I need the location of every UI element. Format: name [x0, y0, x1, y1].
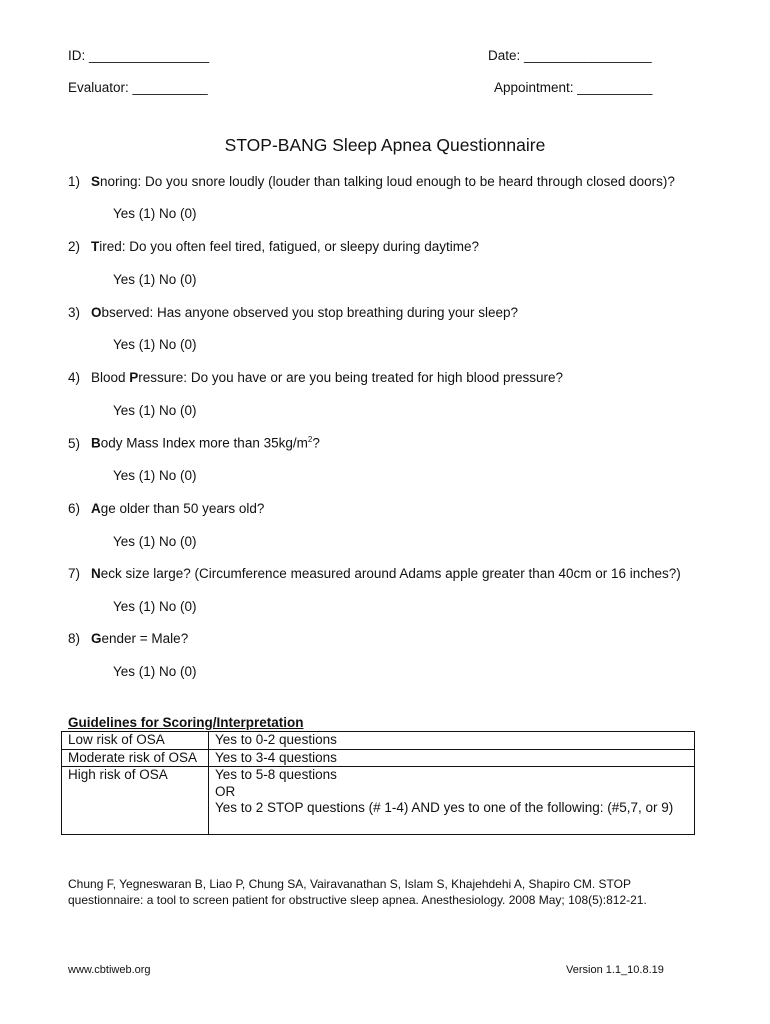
- table-row: [62, 732, 695, 750]
- question-8: [68, 631, 188, 646]
- question-2: [68, 239, 479, 254]
- risk-cell: High risk of OSA: [62, 767, 209, 835]
- question-text: ressure: Do you have or are you being treated for high blood pressure?: [138, 370, 564, 385]
- answer-5[interactable]: Yes (1) No (0): [113, 468, 197, 483]
- question-initial: G: [91, 631, 102, 646]
- criteria-cell: Yes to 0-2 questions: [209, 732, 695, 750]
- page-title: STOP-BANG Sleep Apnea Questionnaire: [224, 135, 546, 155]
- question-number: 6): [68, 501, 81, 516]
- question-initial: T: [91, 239, 100, 254]
- answer-3[interactable]: Yes (1) No (0): [113, 337, 197, 352]
- question-initial: B: [91, 435, 101, 451]
- question-number: 1): [68, 174, 81, 189]
- answer-1[interactable]: Yes (1) No (0): [113, 206, 197, 221]
- question-initial: A: [91, 501, 101, 516]
- question-number: 3): [68, 305, 81, 320]
- question-text: ired: Do you often feel tired, fatigued, or sleepy during daytime?: [99, 239, 479, 254]
- question-number: 5): [68, 435, 81, 451]
- guidelines-table: [61, 731, 695, 835]
- risk-cell: Moderate risk of OSA: [62, 749, 209, 767]
- answer-2[interactable]: Yes (1) No (0): [113, 272, 197, 287]
- question-text: ody Mass Index more than 35kg/m: [100, 435, 308, 451]
- risk-cell: Low risk of OSA: [62, 732, 209, 750]
- footer-website: www.cbtiweb.org: [68, 964, 151, 976]
- question-7: [68, 566, 681, 581]
- answer-4[interactable]: Yes (1) No (0): [113, 403, 197, 418]
- question-4: [68, 370, 563, 385]
- question-text: ender = Male?: [101, 631, 189, 646]
- question-initial: O: [91, 305, 102, 320]
- question-prefix: Blood: [91, 370, 130, 385]
- question-initial: P: [129, 370, 139, 385]
- footer-version: Version 1.1_10.8.19: [566, 964, 664, 976]
- date-field[interactable]: Date: _________________: [488, 48, 652, 63]
- question-initial: S: [91, 174, 101, 189]
- question-3: [68, 305, 518, 320]
- question-text: bserved: Has anyone observed you stop breathing during your sleep?: [101, 305, 519, 320]
- criteria-line: Yes to 5-8 questions: [215, 767, 337, 782]
- question-5: [68, 435, 320, 451]
- criteria-cell: Yes to 3-4 questions: [209, 749, 695, 767]
- question-number: 2): [68, 239, 81, 254]
- id-field[interactable]: ID: ________________: [68, 48, 210, 63]
- question-1: [68, 174, 675, 189]
- question-number: 7): [68, 566, 81, 581]
- question-text: eck size large? (Circumference measured around Adams apple greater than 40cm or 16 inches?): [100, 566, 681, 581]
- question-number: 4): [68, 370, 81, 385]
- question-text: ge older than 50 years old?: [100, 501, 265, 516]
- question-text: noring: Do you snore loudly (louder than talking loud enough to be heard through closed doors)?: [100, 174, 675, 189]
- question-suffix: ?: [312, 435, 320, 451]
- criteria-or: OR: [215, 783, 236, 799]
- superscript: 2: [307, 435, 313, 444]
- answer-6[interactable]: Yes (1) No (0): [113, 534, 197, 549]
- criteria-cell: [209, 767, 695, 835]
- question-6: [68, 501, 264, 516]
- table-row: [62, 767, 695, 835]
- answer-8[interactable]: Yes (1) No (0): [113, 664, 197, 679]
- question-number: 8): [68, 631, 81, 646]
- criteria-alt: Yes to 2 STOP questions (# 1-4) AND yes to one of the following: (#5,7, or 9): [215, 800, 674, 815]
- evaluator-field[interactable]: Evaluator: __________: [68, 80, 208, 95]
- citation: Chung F, Yegneswaran B, Liao P, Chung SA, Vairavanathan S, Islam S, Khajehdehi A, Shapiro CM. STOP questionnaire: a tool to screen patient for obstructive sleep apnea. Anesthesiology. 2008 May; 108(5):812-21.: [68, 877, 647, 907]
- question-initial: N: [91, 566, 101, 581]
- guidelines-title: Guidelines for Scoring/Interpretation: [68, 715, 304, 730]
- appointment-field[interactable]: Appointment: __________: [494, 80, 653, 95]
- table-row: [62, 749, 695, 767]
- answer-7[interactable]: Yes (1) No (0): [113, 599, 197, 614]
